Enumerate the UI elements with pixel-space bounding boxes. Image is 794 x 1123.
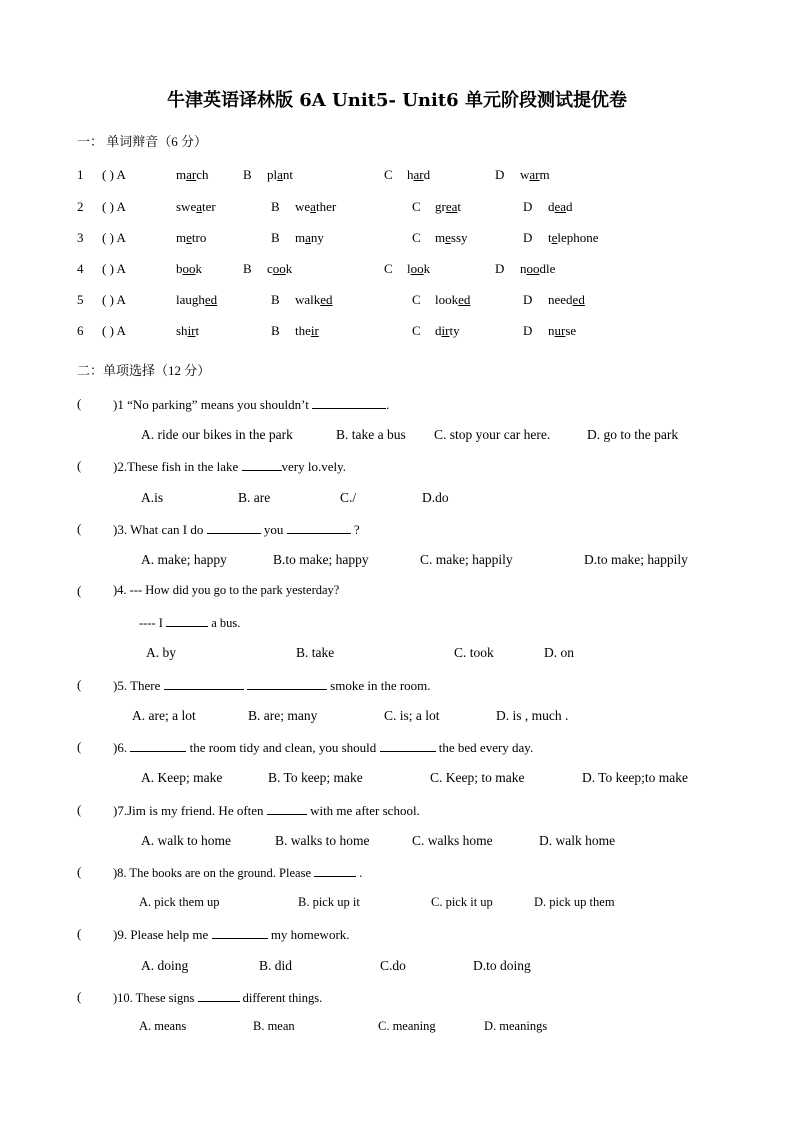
question-10: [0, 989, 794, 1009]
option-c-label: C: [412, 230, 421, 245]
option-b-label: B: [243, 261, 252, 276]
answer-blank[interactable]: [198, 989, 240, 1002]
word-part: w: [520, 167, 530, 182]
underlined-letters: ar: [186, 167, 197, 182]
underlined-letters: ea: [554, 199, 567, 214]
option-b[interactable]: B. are: [238, 490, 271, 505]
option-d-word: [548, 292, 585, 308]
word-part: ch: [196, 167, 209, 182]
question-tail: my homework.: [270, 927, 350, 942]
option-b[interactable]: B. take: [296, 645, 335, 660]
word-part: d: [548, 199, 555, 214]
option-d-label: D: [523, 230, 533, 245]
answer-blank-2[interactable]: [287, 521, 351, 534]
word-part: the: [295, 323, 311, 338]
question-text: )3. What can I do: [113, 522, 204, 537]
word-part: need: [548, 292, 573, 307]
answer-blank[interactable]: [312, 396, 386, 409]
question-text: )10. These signs: [113, 991, 195, 1005]
answer-blank[interactable]: [242, 458, 282, 471]
phonetics-item: [0, 261, 794, 281]
option-c-word: [435, 199, 461, 215]
option-b[interactable]: B. are; many: [248, 708, 318, 723]
page-title: 牛津英语译林版 6A Unit5- Unit6 单元阶段测试提优卷: [167, 90, 627, 111]
option-a[interactable]: A. Keep; make: [141, 770, 223, 785]
answer-paren: (: [77, 521, 82, 536]
word-part: d: [566, 199, 573, 214]
option-c-label: C: [412, 199, 421, 214]
question-tail: very lo.vely.: [281, 459, 347, 474]
word-part: m: [176, 167, 187, 182]
word-part: dle: [539, 261, 556, 276]
answer-paren: (: [77, 802, 82, 817]
option-b-word: [295, 323, 319, 339]
underlined-letters: a: [196, 199, 202, 214]
option-a-word: [176, 230, 206, 246]
word-part: t: [195, 323, 200, 338]
word-part: se: [565, 323, 577, 338]
option-b[interactable]: B. mean: [253, 1019, 295, 1033]
answer-paren: (: [77, 583, 82, 598]
option-d-label: D: [495, 167, 505, 182]
word-part: swe: [176, 199, 197, 214]
option-a[interactable]: A. ride our bikes in the park: [141, 427, 293, 442]
question-mid: the room tidy and clean, you should: [189, 740, 377, 755]
underlined-letters: a: [305, 230, 311, 245]
item-number: 1: [77, 167, 84, 182]
option-a[interactable]: A.is: [141, 490, 164, 505]
phonetics-item: [0, 167, 794, 187]
underlined-letters: oo: [272, 261, 286, 276]
word-part: n: [520, 261, 527, 276]
question-tail: different things.: [242, 991, 323, 1005]
option-c[interactable]: C. took: [454, 645, 494, 660]
option-b-label: B: [271, 292, 280, 307]
question-tail: .: [359, 866, 363, 880]
option-c-word: [435, 323, 460, 339]
underlined-letters: ur: [554, 323, 566, 338]
question-4: [0, 583, 794, 603]
section-heading-phonetics: 一： 单词辩音（6 分）: [77, 134, 208, 149]
answer-paren: (: [77, 739, 82, 754]
question-1-options: [0, 427, 794, 447]
word-part: lephone: [557, 230, 599, 245]
dialogue-tail: a bus.: [211, 616, 241, 630]
word-part: d: [423, 167, 431, 182]
item-number: 5: [77, 292, 84, 307]
underlined-letters: ed: [204, 292, 218, 307]
option-b[interactable]: B. walks to home: [275, 833, 370, 848]
option-b[interactable]: B. take a bus: [336, 427, 406, 442]
option-d-word: [548, 230, 599, 246]
question-3: [0, 521, 794, 541]
underlined-letters: e: [186, 230, 192, 245]
option-a[interactable]: A. by: [146, 645, 176, 660]
option-a[interactable]: A. are; a lot: [132, 708, 196, 723]
underlined-letters: ir: [310, 323, 319, 338]
answer-blank-1[interactable]: [130, 739, 186, 752]
option-d[interactable]: D. To keep;to make: [582, 770, 689, 785]
word-part: t: [457, 199, 462, 214]
phonetics-item: [0, 230, 794, 250]
option-a[interactable]: A. means: [139, 1019, 187, 1033]
question-4-options: [0, 645, 794, 665]
phonetics-item: [0, 292, 794, 312]
question-text: )1 “No parking” means you shouldn’t: [113, 397, 309, 412]
option-a[interactable]: A. walk to home: [141, 833, 231, 848]
word-part: pl: [267, 167, 278, 182]
word-part: t: [548, 230, 552, 245]
question-7-options: [0, 833, 794, 853]
option-c-word: [407, 261, 430, 277]
answer-blank[interactable]: [267, 802, 307, 815]
word-part: sh: [176, 323, 188, 338]
option-c[interactable]: C. Keep; to make: [430, 770, 525, 785]
option-b-label: B: [271, 323, 280, 338]
answer-blank-2[interactable]: [247, 677, 327, 690]
option-b-label: B: [271, 230, 280, 245]
answer-blank[interactable]: [314, 864, 356, 877]
option-b[interactable]: B.to make; happy: [273, 552, 369, 567]
underlined-letters: e: [551, 230, 558, 245]
underlined-letters: ea: [445, 199, 458, 214]
word-part: ny: [310, 230, 324, 245]
underlined-letters: ed: [458, 292, 471, 307]
question-3-options: [0, 552, 794, 572]
answer-paren[interactable]: ( ) A: [102, 230, 126, 245]
word-part: h: [407, 167, 414, 182]
option-a[interactable]: A. doing: [141, 958, 189, 973]
word-part: m: [295, 230, 306, 245]
question-10-options: [0, 1019, 794, 1039]
word-part: look: [435, 292, 459, 307]
answer-blank-1[interactable]: [207, 521, 261, 534]
option-b-word: [267, 261, 292, 277]
underlined-letters: oo: [410, 261, 424, 276]
option-d[interactable]: D. walk home: [539, 833, 616, 848]
option-d[interactable]: D. is , much .: [496, 708, 569, 723]
question-text: )6.: [113, 740, 128, 755]
option-d[interactable]: D. on: [544, 645, 574, 660]
word-part: k: [195, 261, 202, 276]
option-d-label: D: [523, 323, 533, 338]
question-7: [0, 802, 794, 822]
answer-paren[interactable]: ( ) A: [102, 323, 126, 338]
question-tail: .: [386, 397, 390, 412]
option-c-word: [435, 230, 468, 246]
underlined-letters: a: [277, 167, 283, 182]
word-part: b: [176, 261, 183, 276]
question-9-options: [0, 958, 794, 978]
option-c-label: C: [412, 292, 421, 307]
answer-paren[interactable]: ( ) A: [102, 199, 126, 214]
answer-paren[interactable]: ( ) A: [102, 292, 126, 307]
question-2-options: [0, 490, 794, 510]
option-b-word: [295, 199, 336, 215]
question-text: )9. Please help me: [113, 927, 209, 942]
option-d-word: [520, 261, 555, 277]
option-d[interactable]: D.do: [422, 490, 449, 505]
answer-blank-2[interactable]: [380, 739, 436, 752]
option-b[interactable]: B. To keep; make: [268, 770, 363, 785]
question-tail: ?: [353, 522, 360, 537]
dialogue-line: ---- I: [139, 616, 163, 630]
option-c[interactable]: C. walks home: [412, 833, 493, 848]
question-text: )4. --- How did you go to the park yesterday?: [113, 583, 340, 597]
question-text: )2.These fish in the lake: [113, 459, 239, 474]
option-b-word: [295, 230, 324, 246]
option-c-label: C: [412, 323, 421, 338]
option-a-word: [176, 199, 216, 215]
option-a-word: [176, 261, 202, 277]
word-part: d: [435, 323, 442, 338]
underlined-letters: e: [445, 230, 451, 245]
word-part: walk: [295, 292, 321, 307]
option-c[interactable]: C. meaning: [378, 1019, 436, 1033]
question-2: [0, 458, 794, 478]
option-d[interactable]: D. meanings: [484, 1019, 548, 1033]
question-5-options: [0, 708, 794, 728]
option-d[interactable]: D.to make; happily: [584, 552, 688, 567]
question-5: [0, 677, 794, 697]
item-number: 2: [77, 199, 84, 214]
option-b-label: B: [271, 199, 280, 214]
option-d-word: [548, 323, 576, 339]
option-b-label: B: [243, 167, 252, 182]
underlined-letters: ar: [529, 167, 540, 182]
underlined-letters: ir: [441, 323, 450, 338]
word-part: tro: [191, 230, 207, 245]
underlined-letters: oo: [526, 261, 540, 276]
question-text: )7.Jim is my friend. He often: [113, 803, 264, 818]
option-a-word: [176, 292, 217, 308]
question-6: [0, 739, 794, 759]
option-b-word: [267, 167, 293, 183]
answer-blank-1[interactable]: [164, 677, 244, 690]
word-part: gr: [435, 199, 446, 214]
underlined-letters: ar: [413, 167, 424, 182]
option-c-label: C: [384, 167, 393, 182]
option-d[interactable]: D.to doing: [473, 958, 531, 973]
underlined-letters: oo: [182, 261, 196, 276]
option-d-label: D: [495, 261, 505, 276]
word-part: laugh: [176, 292, 205, 307]
word-part: c: [267, 261, 273, 276]
option-c-word: [435, 292, 470, 308]
question-tail: the bed every day.: [438, 740, 534, 755]
option-c[interactable]: C./: [340, 490, 357, 505]
item-number: 4: [77, 261, 84, 276]
word-part: ssy: [450, 230, 468, 245]
underlined-letters: ed: [320, 292, 333, 307]
option-c[interactable]: C. make; happily: [420, 552, 513, 567]
question-8: [0, 864, 794, 884]
option-d[interactable]: D. go to the park: [587, 427, 679, 442]
word-part: m: [539, 167, 550, 182]
option-c[interactable]: C. pick it up: [431, 895, 493, 909]
option-d-word: [520, 167, 550, 183]
question-4-line2: [0, 614, 794, 634]
question-8-options: [0, 895, 794, 915]
answer-paren: (: [77, 989, 82, 1004]
item-number: 3: [77, 230, 84, 245]
question-text: )8. The books are on the ground. Please: [113, 866, 311, 880]
word-part: m: [176, 230, 187, 245]
answer-paren: (: [77, 677, 82, 692]
option-d[interactable]: D. pick up them: [534, 895, 615, 909]
word-part: ter: [202, 199, 216, 214]
answer-paren: (: [77, 458, 82, 473]
answer-blank[interactable]: [166, 614, 208, 627]
word-part: ther: [315, 199, 337, 214]
word-part: nt: [282, 167, 294, 182]
question-tail: with me after school.: [310, 803, 420, 818]
question-tail: smoke in the room.: [330, 678, 431, 693]
option-b[interactable]: B. did: [259, 958, 293, 973]
question-text: )5. There: [113, 678, 161, 693]
answer-paren: (: [77, 926, 82, 941]
option-b-word: [295, 292, 333, 308]
word-part: we: [295, 199, 311, 214]
question-1: [0, 396, 794, 416]
option-c-word: [407, 167, 430, 183]
phonetics-item: [0, 323, 794, 343]
option-c[interactable]: C. stop your car here.: [434, 427, 551, 442]
answer-paren: (: [77, 396, 82, 411]
item-number: 6: [77, 323, 84, 338]
word-part: n: [548, 323, 555, 338]
option-c-label: C: [384, 261, 393, 276]
phonetics-item: [0, 199, 794, 219]
question-mid: you: [263, 522, 284, 537]
word-part: k: [285, 261, 293, 276]
option-d-label: D: [523, 292, 533, 307]
answer-blank[interactable]: [212, 926, 268, 939]
option-d-word: [548, 199, 573, 215]
option-a-word: [176, 167, 209, 183]
word-part: l: [407, 261, 411, 276]
underlined-letters: ed: [572, 292, 585, 307]
option-c[interactable]: C. is; a lot: [384, 708, 440, 723]
word-part: k: [423, 261, 431, 276]
option-c[interactable]: C.do: [380, 958, 406, 973]
answer-paren[interactable]: ( ) A: [102, 261, 126, 276]
option-a[interactable]: A. pick them up: [139, 895, 220, 909]
option-a-word: [176, 323, 199, 339]
answer-paren: (: [77, 864, 82, 879]
underlined-letters: ir: [187, 323, 196, 338]
option-d-label: D: [523, 199, 533, 214]
word-part: ty: [449, 323, 460, 338]
option-a[interactable]: A. make; happy: [141, 552, 227, 567]
question-9: [0, 926, 794, 946]
section-heading-choice: 二：单项选择（12 分）: [77, 363, 211, 378]
answer-paren[interactable]: ( ) A: [102, 167, 126, 182]
question-6-options: [0, 770, 794, 790]
underlined-letters: a: [310, 199, 316, 214]
option-b[interactable]: B. pick up it: [298, 895, 360, 909]
word-part: m: [435, 230, 446, 245]
